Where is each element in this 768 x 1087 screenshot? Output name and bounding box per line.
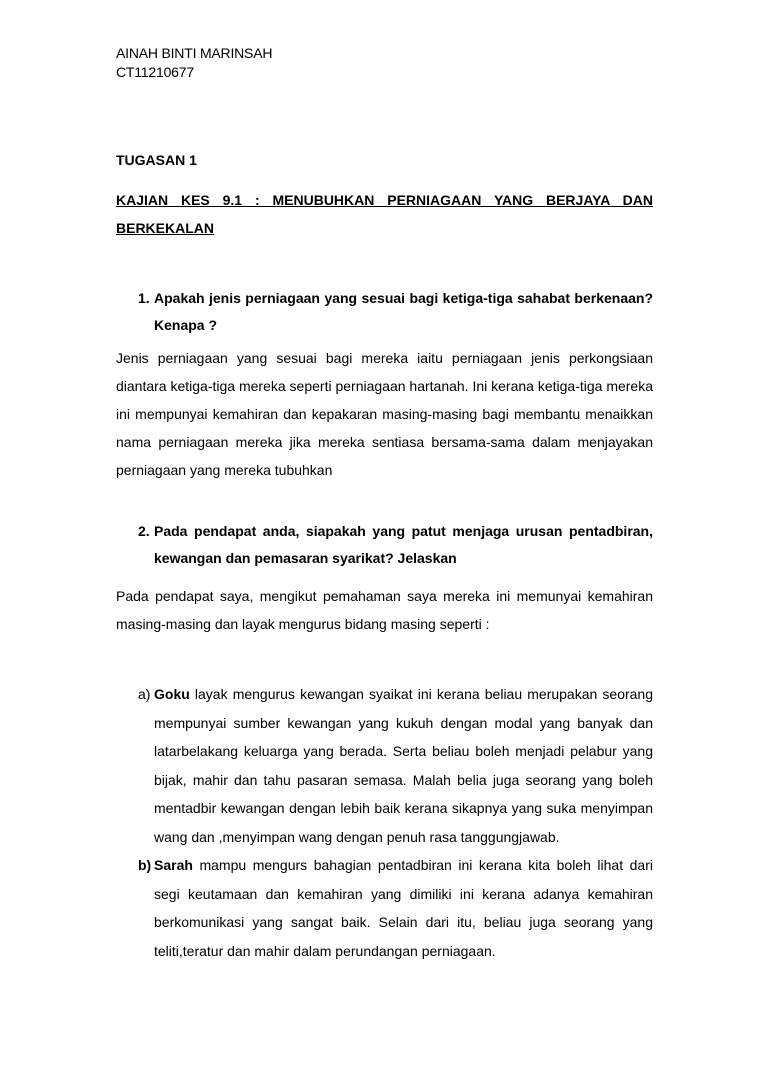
question-2-number: 2. xyxy=(138,523,150,539)
list-item-text: layak mengurus kewangan syaikat ini kerana beliau merupakan seorang mempunyai sumber kewangan yang kukuh dengan modal yang banyak dan latarbelakang keluarga yang berada. Serta beliau boleh menjadi pelabur yang bijak, mahir dan tahu pasaran semasa. Malah belia juga seorang yang boleh mentadbir kewangan dengan lebih baik kerana sikapnya yang suka menyimpan wang dan ,menyimpan wang dengan penuh rasa tanggungjawab. xyxy=(154,686,653,845)
answer-1: Jenis perniagaan yang sesuai bagi mereka iaitu perniagaan jenis perkongsiaan diantara ketiga-tiga mereka seperti perniagaan hartanah. Ini kerana ketiga-tiga mereka ini mempunyai kemahiran dan kepakaran masing-masing bagi membantu menaikkan nama perniagaan mereka jika mereka sentiasa bersama-sama dalam menjayakan perniagaan yang mereka tubuhkan xyxy=(116,350,653,478)
case-study-title: KAJIAN KES 9.1 : MENUBUHKAN PERNIAGAAN YANG BERJAYA DAN BERKEKALAN xyxy=(116,192,653,236)
student-name: AINAH BINTI MARINSAH xyxy=(116,45,273,61)
student-id: CT11210677 xyxy=(116,64,194,80)
question-1-number: 1. xyxy=(138,290,150,306)
question-2-text: Pada pendapat anda, siapakah yang patut menjaga urusan pentadbiran, kewangan dan pemasaran syarikat? Jelaskan xyxy=(154,523,653,566)
assignment-title: TUGASAN 1 xyxy=(116,152,197,168)
question-1-text: Apakah jenis perniagaan yang sesuai bagi ketiga-tiga sahabat berkenaan? Kenapa ? xyxy=(154,290,653,333)
student-header xyxy=(116,44,272,82)
list-item-goku xyxy=(116,680,653,851)
question-2 xyxy=(116,518,653,572)
list-item-text: mampu mengurs bahagian pentadbiran ini kerana kita boleh lihat dari segi keutamaan dan kemahiran yang dimiliki ini kerana adanya kemahiran berkomunikasi yang sangat baik. Selain dari itu, beliau juga seorang yang teliti,teratur dan mahir dalam perundangan perniagaan. xyxy=(154,857,653,959)
list-item-name: Goku xyxy=(154,686,190,702)
question-1 xyxy=(116,285,653,339)
list-item-label: a) xyxy=(138,686,151,702)
list-item-name: Sarah xyxy=(154,857,193,873)
list-item-sarah xyxy=(116,851,653,965)
list-item-label: b) xyxy=(138,857,152,873)
answer-2-intro: Pada pendapat saya, mengikut pemahaman saya mereka ini memunyai kemahiran masing-masing dan layak mengurus bidang masing seperti : xyxy=(116,588,653,632)
